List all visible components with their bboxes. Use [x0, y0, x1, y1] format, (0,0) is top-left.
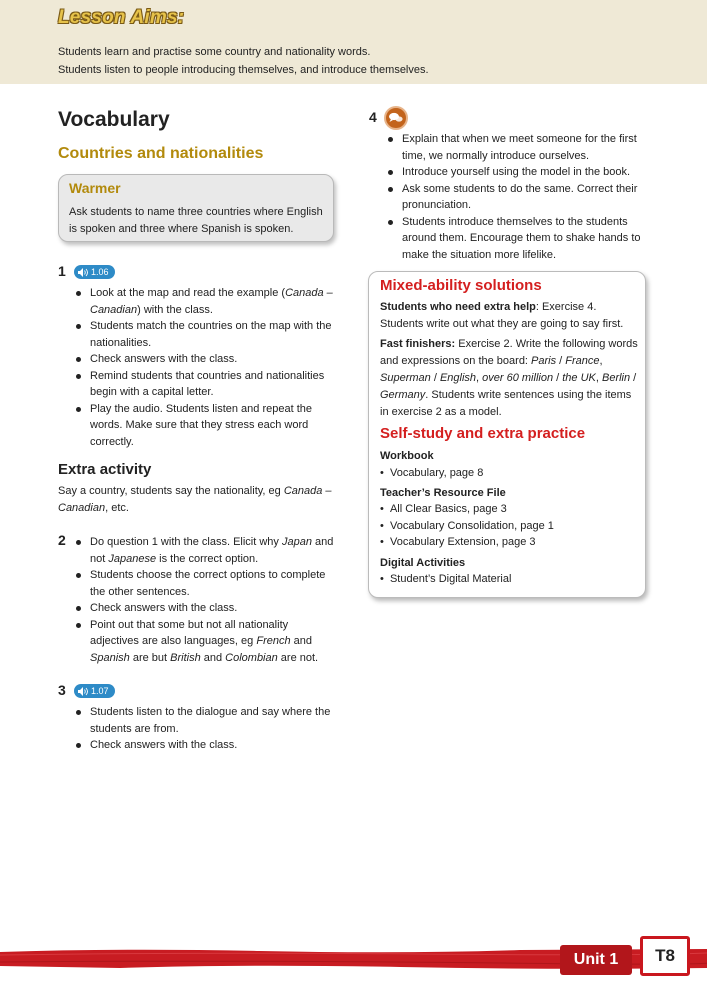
fast-finishers-label: Fast finishers: [380, 338, 456, 350]
list-item: • Student’s Digital Material [380, 573, 512, 585]
audio-track-1-07[interactable] [74, 684, 115, 698]
page-number: T8 [640, 936, 690, 976]
exercise-2-number: 2 [58, 532, 66, 548]
list-item: Check answers with the class. [74, 351, 336, 368]
extra-help-body: : Exercise 4. Students write out what they are going to say first. [380, 301, 624, 330]
warmer-title: Warmer [69, 180, 121, 196]
workbook-item: Vocabulary, page 8 [389, 467, 484, 479]
exercise-1-list [74, 285, 336, 450]
trf-item: Vocabulary Extension, page 3 [389, 536, 536, 548]
speaker-icon [78, 687, 88, 696]
exercise-2-list [74, 534, 338, 666]
exercise-3-list [74, 704, 338, 754]
trf-heading: Teacher’s Resource File [380, 487, 506, 499]
extra-help-text [380, 299, 642, 333]
extra-activity-title: Extra activity [58, 461, 152, 478]
audio-track-1-06[interactable] [74, 265, 115, 279]
list-item: Look at the map and read the example (Canada – Canadian) with the class. [74, 285, 336, 318]
list-item: Point out that some but not all nationality adjectives are also languages, eg French and Spanish are but British and Colombian are not. [74, 617, 338, 667]
lesson-aims-title: Lesson Aims: [58, 7, 185, 28]
page-subheading: Countries and nationalities [58, 145, 264, 162]
digital-heading: Digital Activities [380, 557, 466, 569]
lesson-aim-2: Students listen to people introducing themselves, and introduce themselves. [58, 64, 429, 76]
trf-item: All Clear Basics, page 3 [389, 503, 507, 515]
list-item: Students listen to the dialogue and say where the students are from. [74, 704, 338, 737]
page-heading: Vocabulary [58, 108, 170, 131]
list-item: Explain that when we meet someone for the first time, we normally introduce ourselves. [386, 131, 648, 164]
list-item: Check answers with the class. [74, 600, 338, 617]
list-item: Play the audio. Students listen and repeat the words. Make sure that they stress each word correctly. [74, 401, 336, 451]
list-item: Remind students that countries and nationalities begin with a capital letter. [74, 368, 336, 401]
audio-track-label: 1.07 [91, 686, 109, 696]
exercise-4-number: 4 [369, 109, 377, 125]
exercise-4-list [386, 131, 648, 263]
trf-item: Vocabulary Consolidation, page 1 [389, 520, 554, 532]
list-item: Check answers with the class. [74, 737, 338, 754]
list-item: Do question 1 with the class. Elicit why Japan and not Japanese is the correct option. [74, 534, 338, 567]
self-study-title: Self-study and extra practice [380, 425, 586, 442]
warmer-box [58, 174, 334, 242]
list-item: Students introduce themselves to the students around them. Encourage them to shake hands to make the situation more lifelike. [386, 214, 648, 264]
list-item: • Vocabulary, page 8 [380, 467, 484, 479]
unit-label: Unit 1 [560, 945, 632, 975]
audio-track-label: 1.06 [91, 267, 109, 277]
extra-help-label: Students who need extra help [380, 301, 536, 313]
list-item: Students choose the correct options to complete the other sentences. [74, 567, 338, 600]
list-item: • Vocabulary Extension, page 3 [380, 536, 536, 548]
warmer-text: Ask students to name three countries where English is spoken and three where Spanish is spoken. [69, 206, 323, 235]
list-item: Introduce yourself using the model in the book. [386, 164, 648, 181]
digital-item: Student’s Digital Material [389, 573, 512, 585]
list-item: • All Clear Basics, page 3 [380, 503, 507, 515]
lesson-aim-1: Students learn and practise some country and nationality words. [58, 46, 371, 58]
list-item: Ask some students to do the same. Correct their pronunciation. [386, 181, 648, 214]
solutions-panel [368, 271, 646, 598]
list-item: Students match the countries on the map with the nationalities. [74, 318, 336, 351]
extra-activity-text: Say a country, students say the nationality, eg Canada – Canadian, etc. [58, 485, 332, 514]
list-item: • Vocabulary Consolidation, page 1 [380, 520, 554, 532]
speaker-icon [78, 268, 88, 277]
workbook-heading: Workbook [380, 450, 434, 462]
fast-finishers-text: Fast finishers: Exercise 2. Write the following words and expressions on the board: Paris / France, Superman / English, over 60 million / the UK, Berlin / Germany. Students write sentences using the items in exercise 2 as a model. [380, 338, 638, 418]
speaking-icon [384, 106, 408, 130]
exercise-3-number: 3 [58, 682, 66, 698]
mixed-ability-title: Mixed-ability solutions [380, 277, 542, 294]
lesson-aims-band [0, 0, 707, 84]
exercise-1-number: 1 [58, 263, 66, 279]
